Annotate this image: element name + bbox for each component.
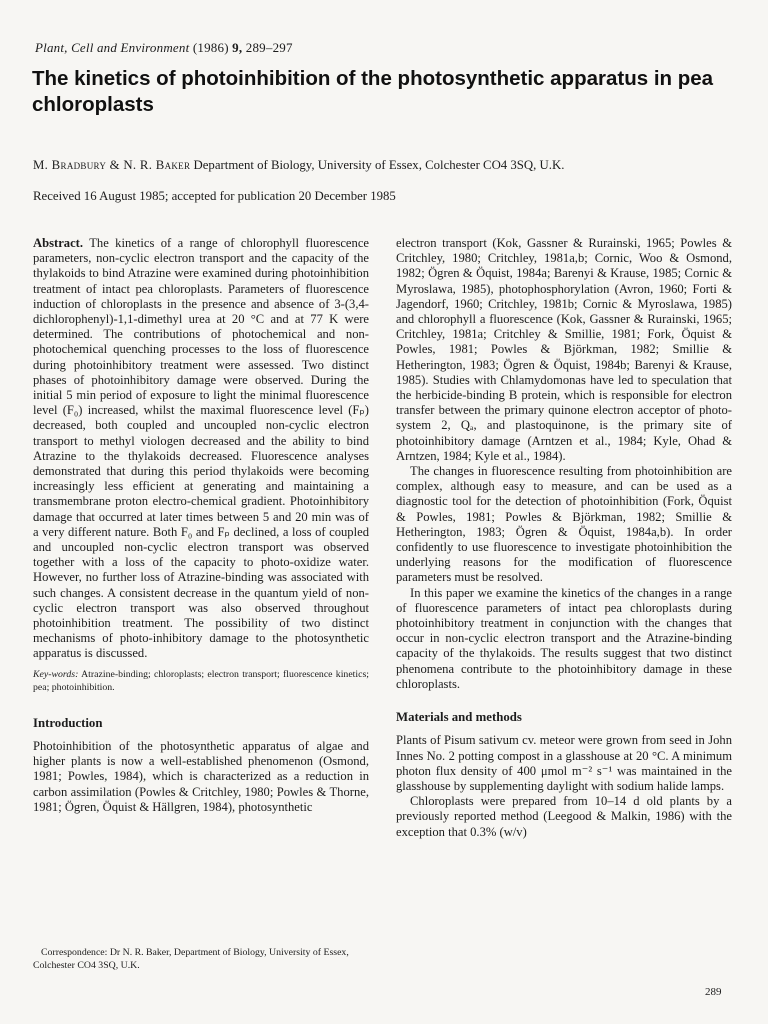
author-line	[33, 158, 564, 173]
introduction-paragraph: Photoinhibition of the photosynthetic apparatus of algae and higher plants is now a well-established phenomenon (Osmond, 1981; Powles, 1984), which is characterized as a reduction in carbon assimilation (Powles & Critchley, 1980; Powles & Thorne, 1981; Ögren, Öquist & Hällgren, 1984), photosynthetic	[33, 738, 369, 814]
left-column	[33, 236, 369, 815]
journal-citation	[35, 40, 293, 56]
received-dates: Received 16 August 1985; accepted for publication 20 December 1985	[33, 189, 396, 203]
paper-title: The kinetics of photoinhibition of the photosynthetic apparatus in pea chloroplasts	[32, 67, 714, 116]
keywords-label: Key-words:	[33, 668, 79, 680]
right-column	[396, 236, 732, 840]
journal-volume: 9,	[232, 40, 243, 55]
abstract-label: Abstract.	[33, 236, 84, 250]
intro-paragraph-2: The changes in fluorescence resulting from photoinhibition are complex, although easy to measure, and can be used as a diagnostic tool for the detection of photoinhibition (Fork, Öquist & Powles, 1981; Powles & Björkman, 1982; Smillie & Hetherington, 1983; Ögren & Öquist, 1984a,b). In order confidently to use fluorescence to investigate photoinhibition the underlying reasons for the modification of fluorescence parameters must be resolved.	[396, 464, 732, 585]
keywords	[33, 668, 369, 694]
abstract-text: The kinetics of a range of chlorophyll fluorescence parameters, non-cyclic electron transport and the capacity of the thylakoids to bind Atrazine were examined during photoinhibition treatment of intact pea chloroplasts. Parameters of fluorescence induction of chloroplasts in the presence and absence of 3-(3,4-dichlorophenyl)-1,1-dimethyl urea at 20 °C and at 77 K were determined. The contributions of photochemical and non-photochemical quenching processes to the loss of fluorescence during photoinhibitory treatment were assessed. Two distinct phases of photoinhibitory damage were observed. During the initial 5 min period of exposure to light the minimal fluorescence level (F₀) increased, whilst the maximal fluorescence level (Fₚ) decreased, both coupled and uncoupled non-cyclic electron transport to methyl viologen decreased and the ability to bind Atrazine to the thylakoids decreased. Fluorescence analyses demonstrated that during this period thylakoids were becoming increasingly less efficient at generating and maintaining a transmembrane proton electro-chemical gradient. Photoinhibitory damage that occurred at later times between 5 and 20 min was of a very different nature. Both F₀ and Fₚ declined, a loss of coupled and uncoupled non-cyclic electron transport was observed together with a loss of the capacity to photo-oxidize water. However, no further loss of Atrazine-binding was associated with such changes. A consistent decrease in the quantum yield of non-cyclic electron transport was also observed throughout photoinhibition treatment. The possibility of two distinct mechanisms of photo-inhibitory damage to the photosynthetic apparatus is discussed.	[33, 236, 369, 661]
journal-year: (1986)	[192, 40, 229, 55]
methods-paragraph-1: Plants of Pisum sativum cv. meteor were grown from seed in John Innes No. 2 potting compost in a glasshouse at 20 °C. A minimum photon flux density of 400 μmol m⁻² s⁻¹ was maintained in the glasshouse by supplementing daylight with sodium halide lamps.	[396, 733, 732, 793]
journal-pages: 289–297	[245, 40, 293, 55]
intro-paragraph-3: In this paper we examine the kinetics of the changes in a range of fluorescence parameters of intact pea chloroplasts during photoinhibitory treatment in conjunction with the changes that occur in non-cyclic electron transport and the Atrazine-binding capacity of the thylakoids. The results suggest that two distinct phenomena contribute to the photoinhibitory damage in these chloroplasts.	[396, 585, 732, 691]
keywords-text: Atrazine-binding; chloroplasts; electron transport; fluorescence kinetics; pea; photoinhibition.	[33, 668, 369, 693]
methods-paragraph-2: Chloroplasts were prepared from 10–14 d old plants by a previously reported method (Leegood & Malkin, 1986) with the exception that 0.3% (w/v)	[396, 794, 732, 839]
intro-continued-paragraph: electron transport (Kok, Gassner & Rurainski, 1965; Powles & Critchley, 1980; Critchley, 1981a,b; Cornic, Woo & Osmond, 1982; Ögren & Öquist, 1984a; Barenyi & Krause, 1985; Cornic & Myroslawa, 1985), photophosphorylation (Avron, 1960; Forti & Jagendorf, 1960; Critchley, 1981b; Cornic & Myroslawa, 1985) and chlorophyll a fluorescence (Kok, Gassner & Rurainski, 1965; Critchley, 1981a; Critchley & Smillie, 1981; Fork, Öquist & Powles, 1981; Powles & Björkman, 1982; Smillie & Hetherington, 1983; Ögren & Öquist, 1984b; Barenyi & Krause, 1985). Studies with Chlamydomonas have led to speculation that the herbicide-binding B protein, which is responsible for electron transfer between the primary quinone electron acceptor of photo-system 2, Qₐ, and plastoquinone, is the primary site of photoinhibitory damage (Arntzen et al., 1984; Kyle, Ohad & Arntzen, 1984; Kyle et al., 1984).	[396, 236, 732, 463]
correspondence-footnote: Correspondence: Dr N. R. Baker, Department of Biology, University of Essex, Colchester CO4 3SQ, U.K.	[33, 947, 349, 971]
author-names: M. Bradbury & N. R. Baker	[33, 158, 191, 172]
abstract	[33, 236, 369, 662]
page-number: 289	[705, 986, 722, 998]
methods-heading: Materials and methods	[396, 710, 522, 725]
journal-name: Plant, Cell and Environment	[35, 40, 190, 55]
author-affiliation: Department of Biology, University of Essex, Colchester CO4 3SQ, U.K.	[193, 158, 565, 172]
introduction-heading: Introduction	[33, 715, 103, 730]
